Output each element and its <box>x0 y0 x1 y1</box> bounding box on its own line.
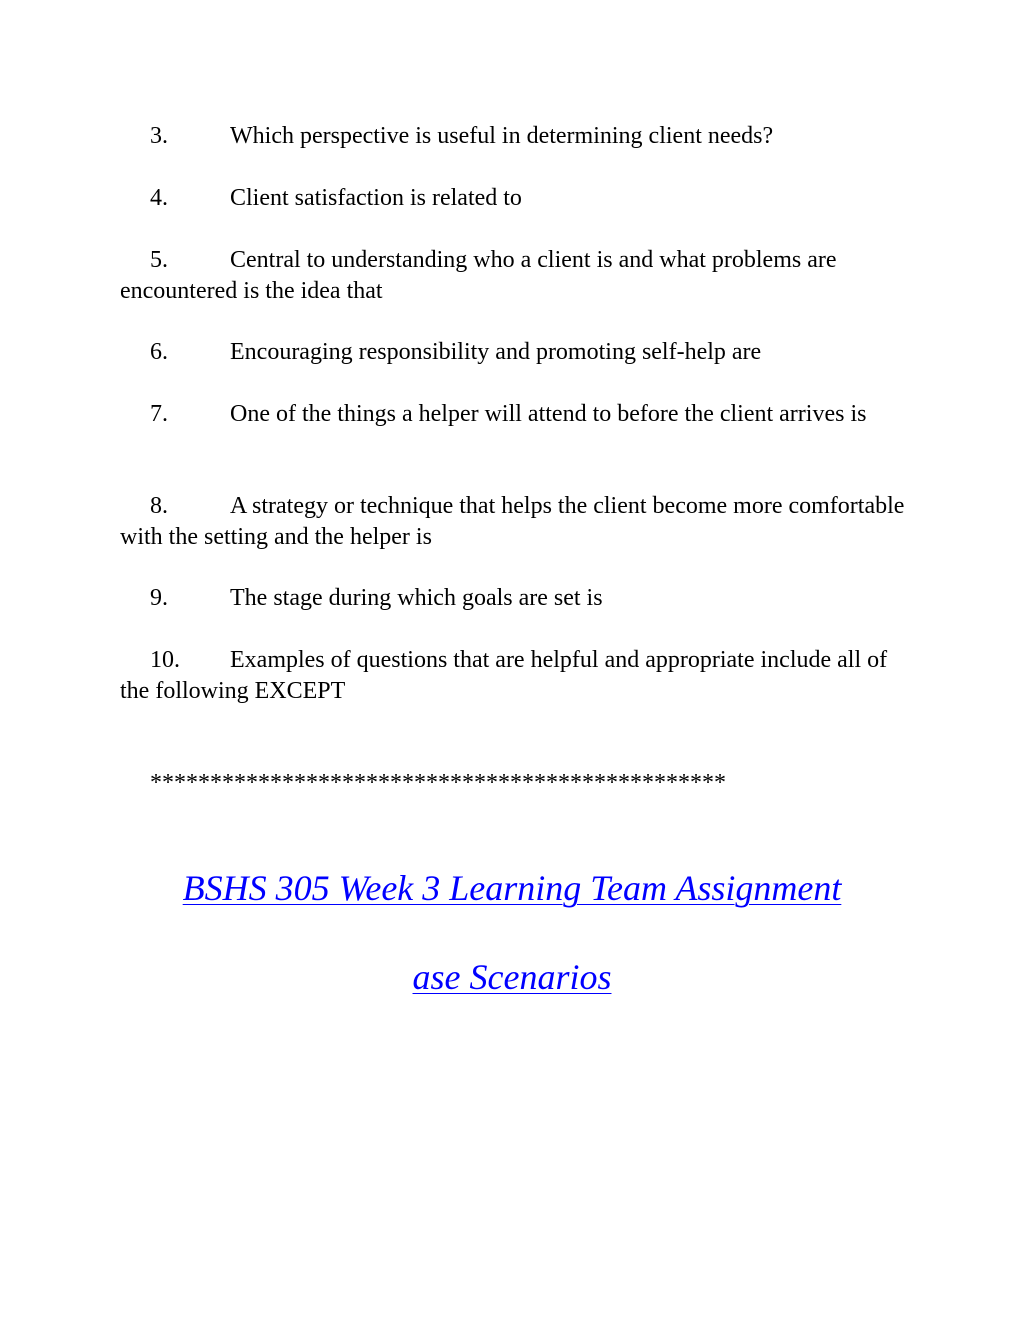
question-4 <box>120 183 920 214</box>
question-text: Encouraging responsibility and promoting self-help are <box>230 339 762 365</box>
question-5 <box>120 245 920 307</box>
question-text: Client satisfaction is related to <box>230 185 522 211</box>
question-7 <box>120 399 920 430</box>
question-text: One of the things a helper will attend to before the client arrives is <box>230 401 867 427</box>
question-number: 8. <box>150 493 168 519</box>
question-text: Which perspective is useful in determining client needs? <box>230 123 774 149</box>
assignment-link[interactable]: BSHS 305 Week 3 Learning Team Assignment <box>182 868 842 908</box>
question-6 <box>120 337 920 368</box>
assignment-link-line-1 <box>0 866 1024 910</box>
question-text: Examples of questions that are helpful and appropriate include all of the following EXCEPT <box>120 647 888 704</box>
question-number: 6. <box>150 339 168 365</box>
question-text: A strategy or technique that helps the client become more comfortable with the setting and the helper is <box>120 493 905 550</box>
assignment-link-line-2 <box>0 955 1024 999</box>
question-9 <box>120 583 920 614</box>
question-number: 4. <box>150 185 168 211</box>
question-3 <box>120 121 920 152</box>
question-text: Central to understanding who a client is and what problems are encountered is the idea that <box>120 247 837 304</box>
question-number: 10. <box>150 647 180 673</box>
question-number: 9. <box>150 585 168 611</box>
question-number: 7. <box>150 401 168 427</box>
scenarios-link[interactable]: ase Scenarios <box>412 957 612 997</box>
question-8 <box>120 491 920 553</box>
separator-line: ************************************************ <box>150 770 726 796</box>
question-number: 3. <box>150 123 168 149</box>
question-text: The stage during which goals are set is <box>230 585 603 611</box>
question-number: 5. <box>150 247 168 273</box>
question-10 <box>120 645 920 707</box>
